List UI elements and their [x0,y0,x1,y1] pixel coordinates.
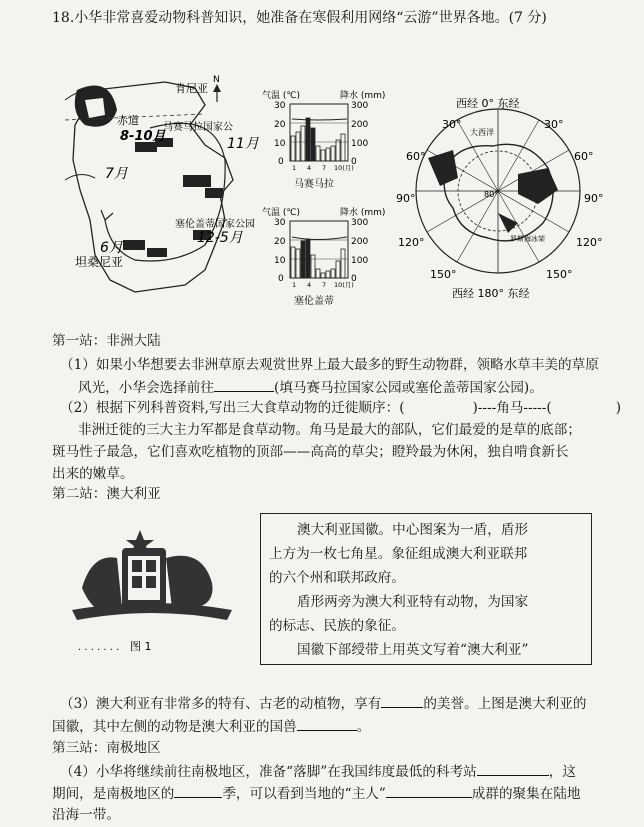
tick-label: 1 [292,164,297,172]
emblem-info-box [260,513,592,665]
temp-line [292,237,347,240]
north-arrow-icon [213,84,221,102]
q1-text: 风光，小华会选择前往 [78,380,214,396]
degree-label: 30° [442,118,462,131]
tick-label: 0 [351,157,357,167]
precip-bars [291,239,345,278]
tanzania-label: 坦桑尼亚 [75,255,124,269]
q4-answer-blank-2[interactable] [174,783,222,798]
q3-text: 国徽，其中左侧的动物是澳大利亚的国兽 [52,719,297,735]
tick-label: 1 [292,281,297,289]
degree-label: 60° [406,150,426,163]
emblem-text-line: 的标志、民族的象征。 [269,618,405,634]
tick-label: 0 [278,274,284,284]
chart-caption: 马赛马拉 [294,179,334,190]
emblem-dots: . . . . . . . [78,642,120,653]
tick-label: 4 [307,164,312,172]
bottom-meridian-label: 西经 180° 东经 [452,287,530,300]
tick-label: 300 [351,218,369,228]
kenya-label: 肯尼亚 [175,82,208,95]
q3-text: 。 [356,719,371,735]
tick-label: 10 [274,256,286,266]
top-meridian-label: 西经 0° 东经 [456,97,520,110]
emblem-text-line: 的六个州和联邦政府。 [269,570,405,586]
question-header: 18.小华非常喜爱动物科普知识，她准备在寒假利用网络“云游”世界各地。(7 分) [52,10,547,26]
month-label: 12-5月 [197,230,243,246]
q4-text: ，这 [548,764,576,780]
equator-label: 赤道 [117,114,139,127]
degree-label: 90° [396,192,416,205]
q2-middle: ----角马----- [477,400,547,416]
tick-label: 200 [351,120,369,130]
chart-caption: 塞伦盖蒂 [294,296,334,307]
q4-text: 期间，是南极地区的 [52,786,175,802]
tick-label: 0 [351,274,357,284]
station-three-title: 第三站：南极地区 [52,740,161,756]
q4-text: 季，可以看到当地的“主人” [222,786,386,802]
degree-label: 150° [546,268,573,281]
month-label: 8-10月 [120,129,166,144]
degree-label: 120° [576,236,603,249]
emblem-text-line: 澳大利亚国徽。中心图案为一盾，盾形 [297,522,529,538]
tick-label: 100 [351,139,369,149]
q1-line1: （1）如果小华想要去非洲草原去观赏世界上最大最多的野生动物群，领略水草丰美的草原 [60,357,599,373]
tick-label: 200 [351,237,369,247]
q3-text: （3）澳大利亚有非常多的特有、古老的动植物，享有 [60,696,382,712]
precip-bars [291,118,345,161]
tick-label: 10(月) [334,281,354,289]
tick-label: 10 [274,139,286,149]
africa-migration-map [55,70,270,300]
tick-label: 100 [351,256,369,266]
tick-label: 30 [274,101,286,111]
emblem-text-line: 上方为一枚七角星。象征组成澳大利亚联邦 [269,546,528,562]
temp-line [292,119,347,120]
emblem-text-line: 盾形两旁为澳大利亚特有动物，为国家 [297,594,529,610]
q4-line3: 沿海一带。 [52,807,120,823]
q2-line1 [60,398,621,418]
q1-line2 [78,377,543,398]
q4-answer-blank-1[interactable] [477,761,549,776]
lake-victoria-shape [75,86,117,127]
q1-answer-blank[interactable] [214,377,274,392]
north-letter: N [213,75,220,85]
tick-label: 4 [307,281,312,289]
masai-mara-label: 马赛马拉国家公 [163,122,233,133]
q1-text: (填马赛马拉国家公园或塞伦盖蒂国家公园)。 [273,380,543,396]
q2-paren: ( [399,400,405,416]
climate-chart-serengeti [262,205,392,310]
tick-label: 10(月) [334,164,354,172]
australia-emblem-image [62,528,242,658]
precip-bars-fill [301,239,310,278]
antarctica-polar-map [398,98,613,303]
degree-label: 30° [544,118,564,131]
degree-label: 120° [398,236,425,249]
q3-text: 的美誉。上图是澳大利亚的 [423,696,587,712]
q3-line1 [60,693,586,714]
degree-label: 90° [584,192,604,205]
q4-text: 成群的聚集在陆地 [471,786,581,802]
precip-bars-fill [306,118,315,161]
month-label: 11月 [227,136,259,152]
tick-label: 20 [274,237,286,247]
q2-paren: ) [472,400,478,416]
precip-axis-label: 降水 (mm) [340,208,386,218]
climate-chart-masai-mara [262,88,392,193]
atlantic-label: 大西洋 [470,128,494,137]
q3-line2 [52,716,370,737]
temp-axis-label: 气温 (℃) [262,91,300,101]
temp-axis-label: 气温 (℃) [262,208,300,218]
month-label: 7月 [105,166,128,182]
tick-label: 7 [322,164,327,172]
station-label: 罗斯海冰架 [510,235,545,243]
degree-label: 150° [430,268,457,281]
q3-answer-blank-2[interactable] [297,716,357,731]
precip-axis-label: 降水 (mm) [340,91,386,101]
q4-line2 [52,783,581,804]
q2-paren: ( [546,400,552,416]
emblem-text-line: 国徽下部绶带上用英文写着“澳大利亚” [297,642,529,658]
q3-answer-blank-1[interactable] [381,693,423,708]
station-two-title: 第二站：澳大利亚 [52,486,161,502]
q4-text: （4）小华将继续前往南极地区，准备“落脚”在我国纬度最低的科考站 [60,764,477,780]
tick-label: 30 [274,218,286,228]
lat-80-label: 80° [484,190,499,199]
emblem-caption: 图 1 [130,640,152,653]
q2-paren: ) [615,400,621,416]
q2-para2: 斑马性子最急，它们喜欢吃植物的顶部——高高的草尖；瞪羚最为休闲，独自啃食新长 [52,444,569,460]
month-label: 6月 [100,240,123,256]
q4-line1 [60,761,576,782]
q4-answer-blank-3[interactable] [386,783,472,798]
station-one-title: 第一站：非洲大陆 [52,333,161,349]
tick-label: 20 [274,120,286,130]
q2-lead: （2）根据下列科普资料,写出三大食草动物的迁徙顺序： [60,400,400,416]
peninsula-mark [428,150,458,186]
tick-label: 7 [322,281,327,289]
tick-label: 300 [351,101,369,111]
degree-label: 60° [574,150,594,163]
q2-para3: 出来的嫩草。 [52,466,134,482]
tick-label: 0 [278,157,284,167]
serengeti-label: 塞伦盖蒂国家公园 [175,219,255,230]
q2-para1: 非洲迁徙的三大主力军都是食草动物。角马是最大的部队，它们最爱的是草的底部； [78,422,581,438]
